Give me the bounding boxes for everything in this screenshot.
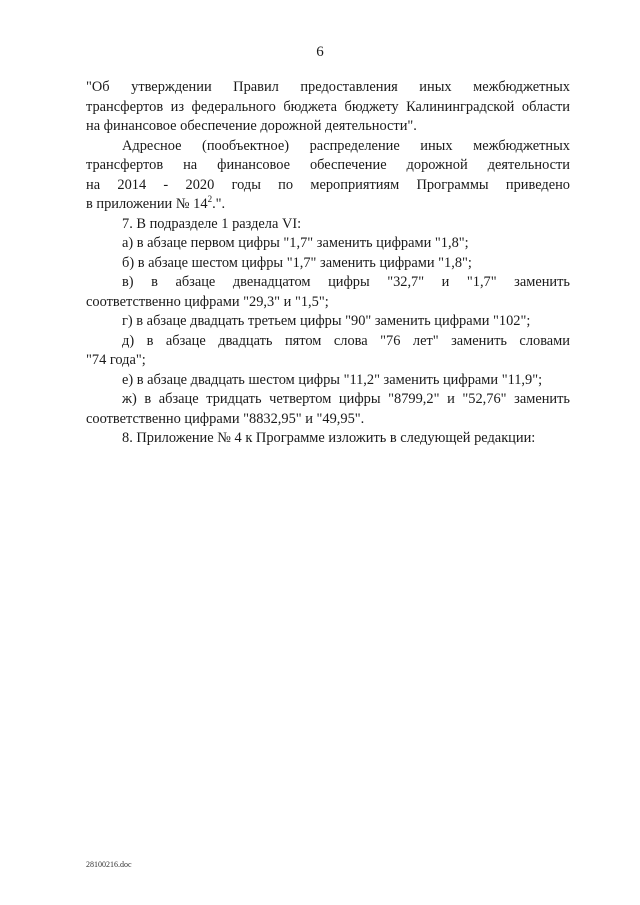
- paragraph-line: 8. Приложение № 4 к Программе изложить в следующей редакции:: [122, 430, 536, 446]
- paragraph-line: а) в абзаце первом цифры "1,7" заменить цифрами "1,8";: [122, 235, 469, 251]
- paragraph-line: ж) в абзаце тридцать четвертом цифры "8799,2" и "52,76" заменить: [122, 391, 570, 407]
- paragraph-line: трансфертов на финансовое обеспечение дорожной деятельности: [86, 157, 570, 173]
- paragraph-text: в приложении № 14: [86, 196, 208, 212]
- paragraph-line: "Об утверждении Правил предоставления иных межбюджетных: [86, 79, 570, 95]
- paragraph-line: 7. В подразделе 1 раздела VI:: [122, 215, 302, 232]
- paragraph-line: в) в абзаце двенадцатом цифры "32,7" и "1,7" заменить: [122, 274, 570, 290]
- paragraph-text: .".: [212, 196, 226, 212]
- paragraph-line: б) в абзаце шестом цифры "1,7" заменить цифрами "1,8";: [122, 254, 472, 271]
- paragraph-line: соответственно цифрами "8832,95" и "49,95".: [86, 410, 365, 427]
- footer-filename: 28100216.doc: [86, 860, 132, 869]
- paragraph-line: "74 года";: [86, 352, 146, 368]
- paragraph-line: [86, 195, 570, 215]
- document-body: [86, 78, 570, 449]
- paragraph-line: трансфертов из федерального бюджета бюджету Калининградской области: [86, 98, 570, 115]
- paragraph-line: соответственно цифрами "29,3" и "1,5";: [86, 293, 329, 310]
- paragraph-line: Адресное (пообъектное) распределение иных межбюджетных: [122, 137, 570, 154]
- paragraph-line: д) в абзаце двадцать пятом слова "76 лет" заменить словами: [122, 332, 570, 349]
- page-number: 6: [316, 44, 324, 60]
- paragraph-line: на финансовое обеспечение дорожной деятельности".: [86, 118, 417, 134]
- paragraph-line: на 2014 - 2020 годы по мероприятиям Программы приведено: [86, 176, 570, 193]
- paragraph-line: е) в абзаце двадцать шестом цифры "11,2" заменить цифрами "11,9";: [122, 371, 543, 388]
- paragraph-line: г) в абзаце двадцать третьем цифры "90" заменить цифрами "102";: [122, 313, 531, 329]
- superscript: 2: [207, 194, 213, 205]
